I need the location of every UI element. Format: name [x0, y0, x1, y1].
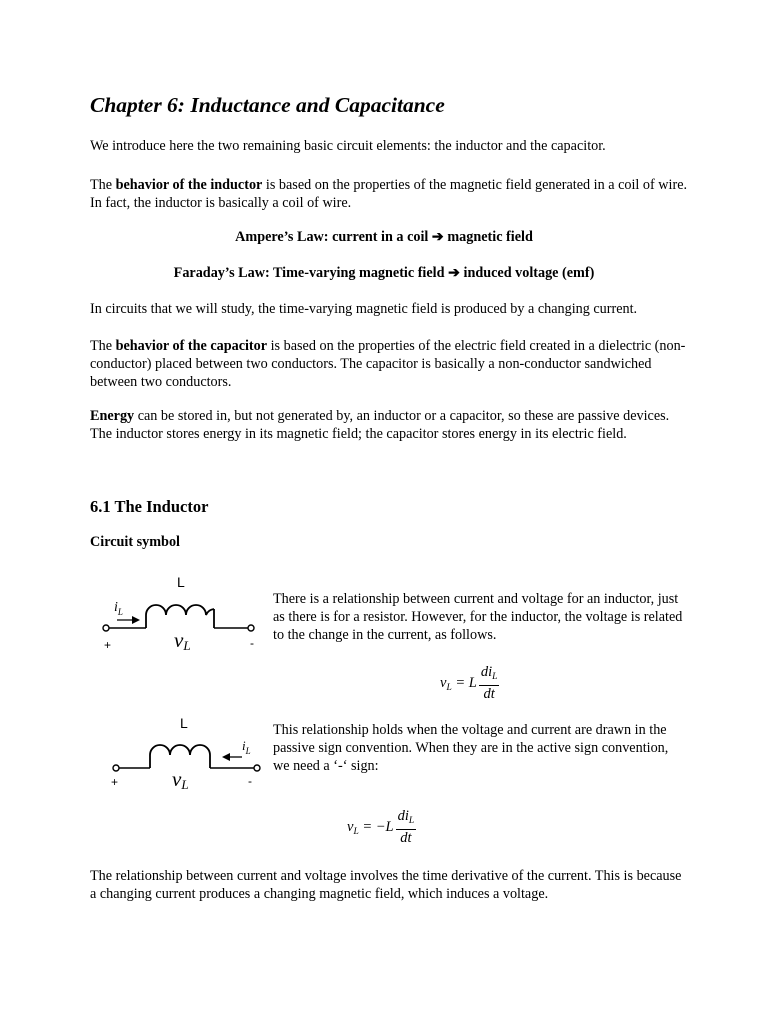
equation-2: [347, 808, 416, 847]
terminal-right: [254, 765, 260, 771]
inductor-paragraph-post: is based on the properties of the magnetic field generated in a coil of wire. In fact, the inductor is basically a coil of wire.: [90, 177, 688, 211]
current-label: $i_L$: [114, 600, 123, 617]
capacitor-paragraph-bold: behavior of the capacitor: [115, 338, 268, 354]
minus-sign: -: [248, 774, 252, 788]
capacitor-paragraph: [90, 337, 690, 391]
plus-sign: +: [104, 638, 112, 652]
coil: [146, 605, 214, 628]
equation-1: [440, 664, 499, 703]
circuits-paragraph: In circuits that we will study, the time-varying magnetic field is produced by a changing current.: [90, 301, 638, 317]
current-arrow-icon: [222, 753, 230, 761]
section-title: 6.1 The Inductor: [90, 497, 209, 516]
terminal-right: [248, 625, 254, 631]
terminal-left: [113, 765, 119, 771]
closing-paragraph: The relationship between current and voltage involves the time derivative of the current. This is because a changing current produces a changing magnetic field, which induces a voltage.: [90, 868, 682, 902]
inductor-paragraph: [90, 176, 690, 212]
subsection-title: Circuit symbol: [90, 534, 180, 550]
arrow-icon: ➔: [448, 265, 460, 281]
voltage-label: vL: [172, 767, 189, 792]
faraday-law: [0, 265, 768, 282]
side-text-2: This relationship holds when the voltage and current are drawn in the passive sign convention. When they are in the active sign convention, we need a ‘-‘ sign:: [273, 722, 669, 774]
current-label: $i_L$: [242, 738, 251, 756]
eq2-lhs: $v_L$: [347, 818, 359, 837]
ampere-law: [0, 229, 768, 246]
current-arrow-icon: [132, 616, 140, 624]
eq1-fraction: $\frac{di_L}{dt}$: [480, 664, 498, 702]
inductor-paragraph-bold: behavior of the inductor: [115, 177, 263, 193]
plus-sign: +: [111, 775, 119, 789]
ampere-law-post: magnetic field: [443, 229, 533, 245]
faraday-law-post: induced voltage (emf): [459, 265, 595, 281]
energy-paragraph: [90, 407, 690, 443]
inductor-label: L: [177, 574, 185, 590]
eq2-rhs: = −L: [358, 818, 394, 835]
intro-paragraph: We introduce here the two remaining basic circuit elements: the inductor and the capacitor.: [90, 138, 606, 154]
eq1-lhs: $v_L$: [440, 674, 452, 693]
inductor-symbol-passive: [90, 565, 270, 660]
arrow-icon: ➔: [431, 229, 444, 245]
capacitor-paragraph-pre: The: [90, 338, 116, 354]
coil: [150, 745, 210, 768]
inductor-paragraph-pre: The: [90, 177, 116, 193]
capacitor-paragraph-post: is based on the properties of the electric field created in a dielectric (non-conductor) placed between two conductors. The capacitor is basically a non-conductor sandwiched between two conductors.: [90, 338, 686, 390]
eq1-rhs: = L: [451, 674, 477, 691]
page-title: Chapter 6: Inductance and Capacitance: [90, 93, 445, 117]
faraday-law-pre: Faraday’s Law: Time-varying magnetic field: [173, 265, 449, 281]
inductor-symbol-active: [100, 710, 280, 800]
energy-paragraph-bold: Energy: [90, 408, 135, 424]
minus-sign: -: [250, 636, 254, 650]
side-text-1: There is a relationship between current and voltage for an inductor, just as there is for a resistor. However, for the inductor, the voltage is related to the change in the current, as follows.: [273, 591, 683, 643]
voltage-label: vL: [174, 628, 191, 653]
ampere-law-pre: Ampere’s Law: current in a coil: [235, 229, 432, 245]
energy-paragraph-post: can be stored in, but not generated by, an inductor or a capacitor, so these are passive devices. The inductor stores energy in its magnetic field; the capacitor stores energy in its electric field.: [90, 408, 670, 442]
inductor-label: L: [180, 715, 188, 731]
eq2-fraction: $\frac{di_L}{dt}$: [397, 808, 415, 846]
terminal-left: [103, 625, 109, 631]
